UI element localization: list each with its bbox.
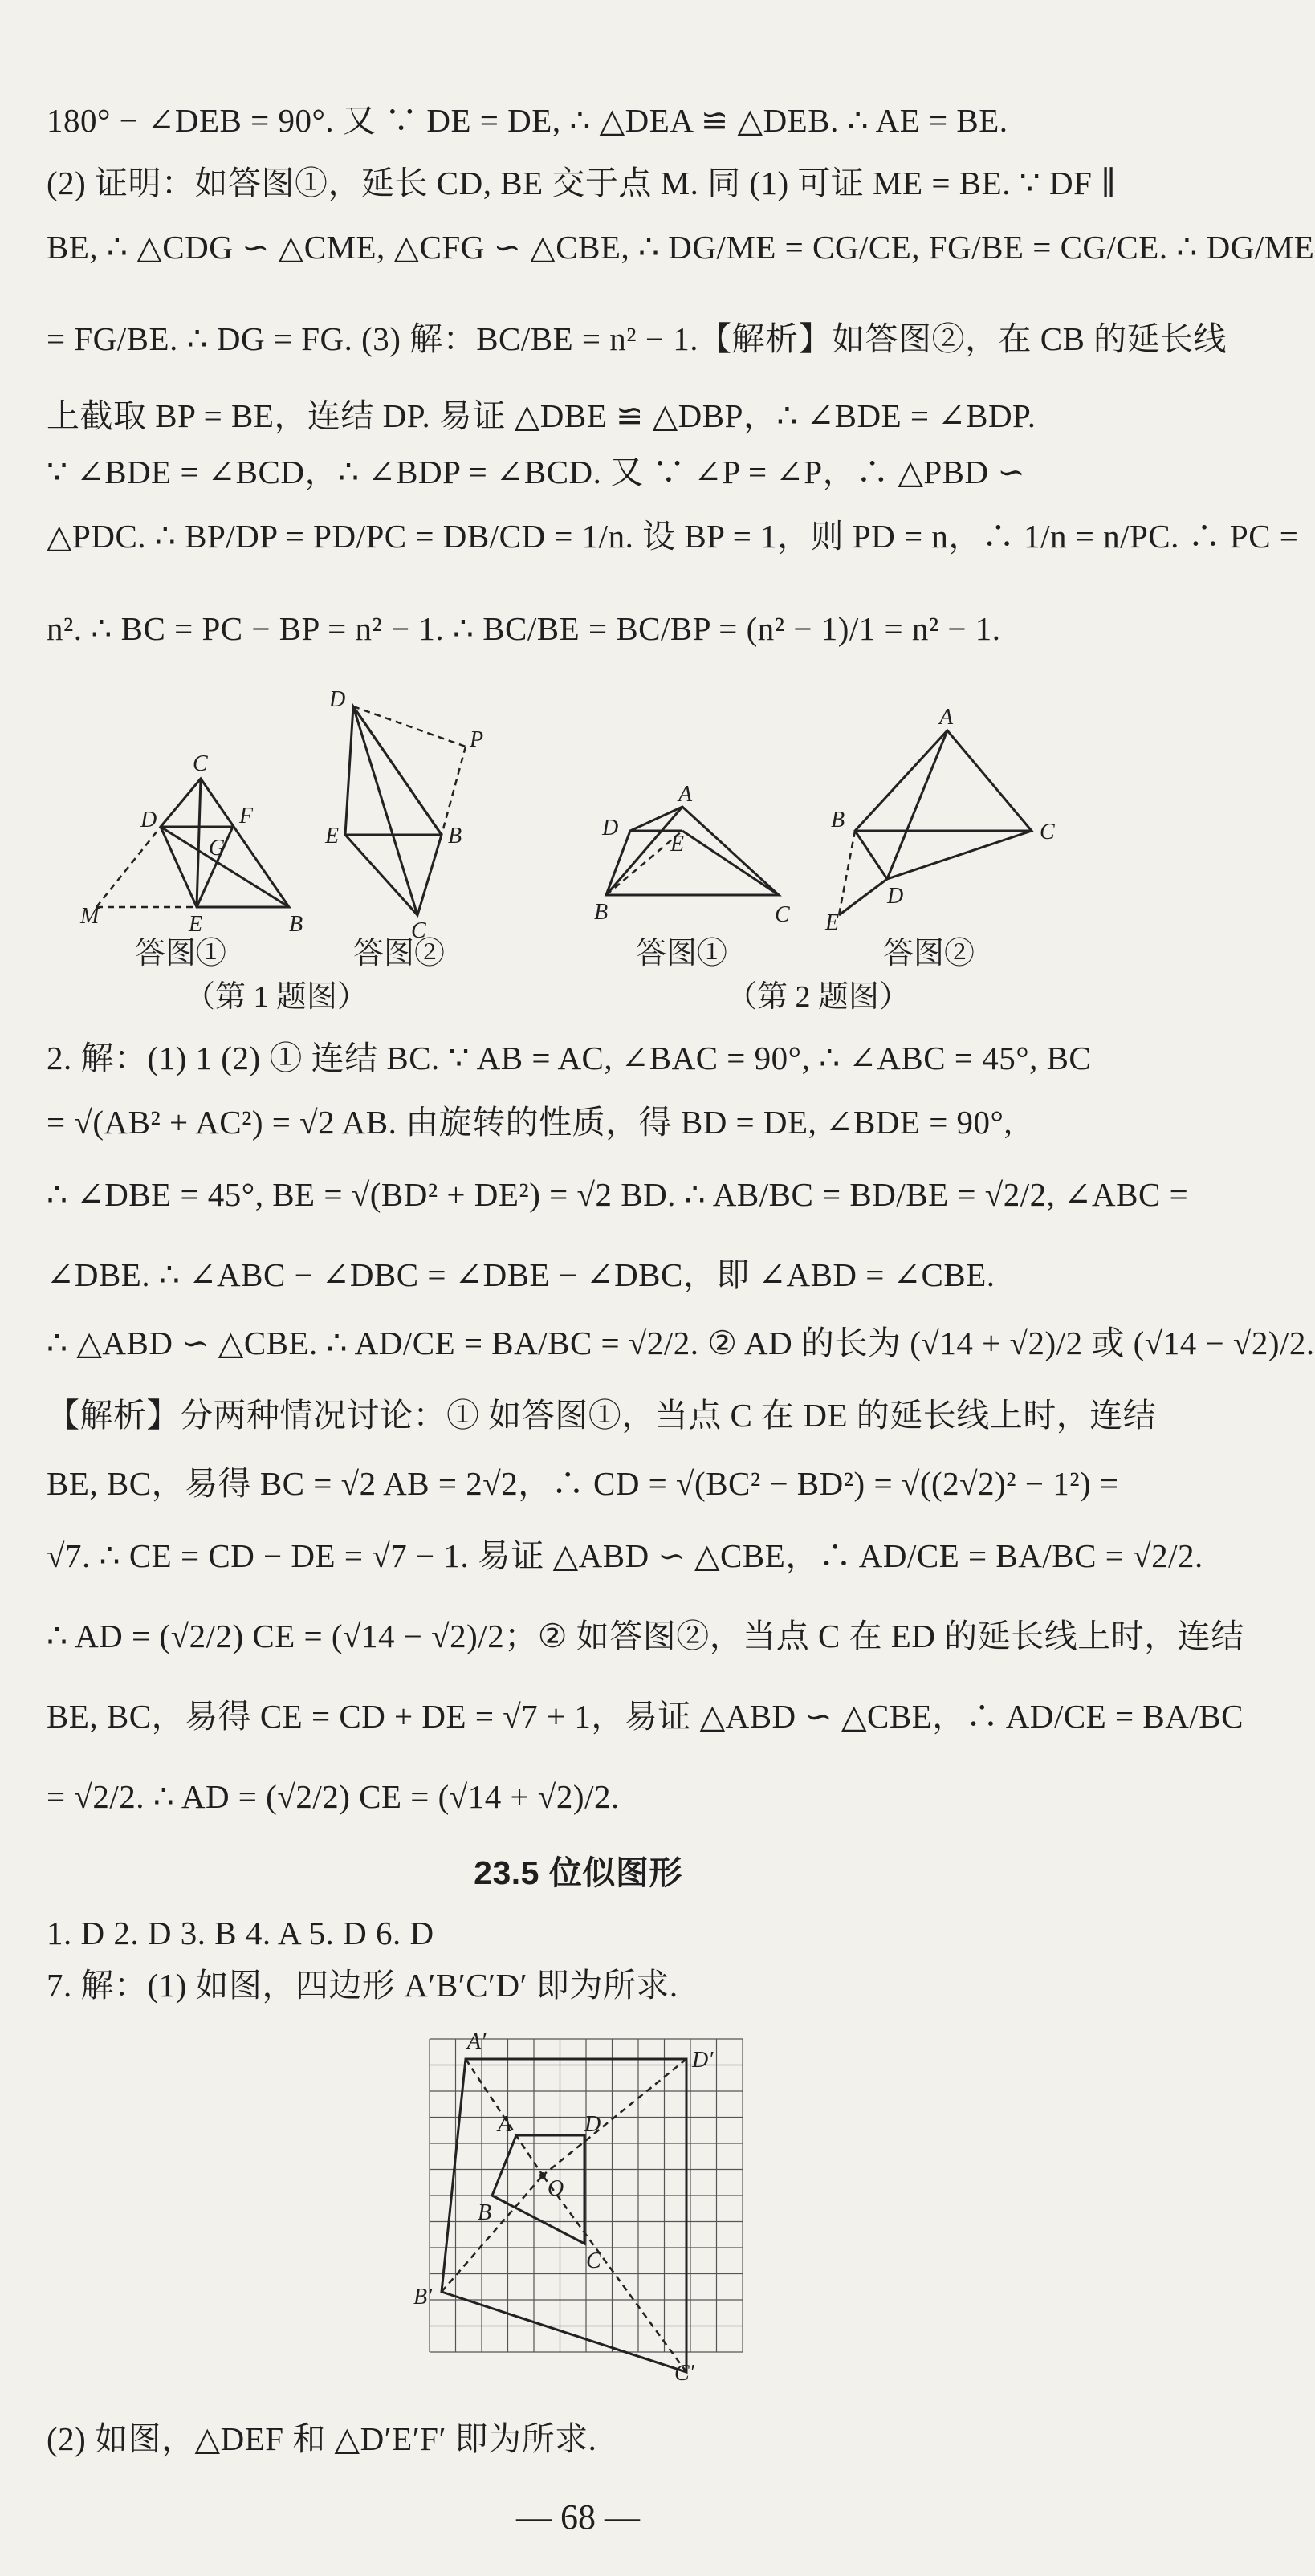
fig2a-label-B: B xyxy=(594,900,609,925)
homothety-grid-figure xyxy=(409,2023,755,2384)
caption-figure-2: （第 2 题图） xyxy=(727,980,910,1014)
figure-1-answer-1 xyxy=(64,706,321,937)
grid-label-D-prime: D′ xyxy=(692,2048,714,2073)
grid-label-A-prime: A′ xyxy=(467,2029,487,2054)
text-line-14: 【解析】分两种情况讨论：① 如答图①，当点 C 在 DE 的延长线上时，连结 xyxy=(47,1397,1157,1434)
fig2a-label-A: A xyxy=(678,782,693,807)
grid-label-A: A xyxy=(498,2112,512,2137)
fig1a-label-M: M xyxy=(80,904,100,929)
grid-label-C-prime: C′ xyxy=(674,2361,694,2386)
text-line-15: BE, BC，易得 BC = √2 AB = 2√2，∴ CD = √(BC² − BD²) = √((2√2)² − 1²) = xyxy=(47,1465,1119,1502)
fig2a-label-E: E xyxy=(670,832,685,857)
fig1b-label-B: B xyxy=(448,824,462,848)
multiple-choice-answers: 1. D 2. D 3. B 4. A 5. D 6. D xyxy=(47,1915,434,1951)
fig2b-label-E: E xyxy=(825,910,840,935)
text-line-18: BE, BC，易得 CE = CD + DE = √7 + 1，易证 △ABD ∽ △CBE，∴ AD/CE = BA/BC xyxy=(47,1698,1244,1735)
text-line-9: 2. 解：(1) 1 (2) ① 连结 BC. ∵ AB = AC, ∠BAC = 90°, ∴ ∠ABC = 45°, BC xyxy=(47,1040,1092,1076)
section-heading: 23.5 位似图形 xyxy=(474,1854,682,1891)
grid-label-B: B xyxy=(478,2200,492,2225)
grid-label-D: D xyxy=(584,2112,601,2137)
text-line-16: √7. ∴ CE = CD − DE = √7 − 1. 易证 △ABD ∽ △CBE，∴ AD/CE = BA/BC = √2/2. xyxy=(47,1537,1203,1574)
text-line-2: (2) 证明：如答图①，延长 CD, BE 交于点 M. 同 (1) 可证 ME = BE. ∵ DF ∥ xyxy=(47,165,1117,201)
caption-fig1-answer2: 答图② xyxy=(353,937,446,971)
text-line-last: (2) 如图，△DEF 和 △D′E′F′ 即为所求. xyxy=(47,2420,597,2457)
fig1a-label-C: C xyxy=(193,751,208,776)
grid-label-O: O xyxy=(548,2176,564,2201)
text-line-12: ∠DBE. ∴ ∠ABC − ∠DBC = ∠DBE − ∠DBC，即 ∠ABD = ∠CBE. xyxy=(47,1256,995,1293)
grid-label-B-prime: B′ xyxy=(413,2285,433,2309)
fig2b-label-C: C xyxy=(1040,820,1055,844)
text-line-7: △PDC. ∴ BP/DP = PD/PC = DB/CD = 1/n. 设 BP = 1，则 PD = n，∴ 1/n = n/PC. ∴ PC = xyxy=(47,518,1299,555)
text-line-1: 180° − ∠DEB = 90°. 又 ∵ DE = DE, ∴ △DEA ≌ △DEB. ∴ AE = BE. xyxy=(47,102,1008,139)
fig2b-label-A: A xyxy=(939,705,954,730)
fig2a-label-D: D xyxy=(602,816,619,840)
grid-label-C: C xyxy=(586,2248,601,2273)
text-line-3: BE, ∴ △CDG ∽ △CME, △CFG ∽ △CBE, ∴ DG/ME = CG/CE, FG/BE = CG/CE. ∴ DG/ME xyxy=(47,229,1315,266)
caption-fig2-answer1: 答图① xyxy=(636,937,728,971)
figure-2-answer-2 xyxy=(819,705,1076,935)
fig2b-label-B: B xyxy=(831,808,845,832)
caption-fig1-answer1: 答图① xyxy=(135,937,227,971)
page-number: — 68 — xyxy=(516,2497,640,2537)
fig1a-label-G: G xyxy=(209,836,226,861)
text-line-8: n². ∴ BC = PC − BP = n² − 1. ∴ BC/BE = BC/BP = (n² − 1)/1 = n² − 1. xyxy=(47,610,1001,647)
fig1a-label-E: E xyxy=(189,912,203,937)
text-line-q7: 7. 解：(1) 如图，四边形 A′B′C′D′ 即为所求. xyxy=(47,1967,678,2004)
fig1a-label-F: F xyxy=(239,804,254,828)
text-line-17: ∴ AD = (√2/2) CE = (√14 − √2)/2；② 如答图②，当点 C 在 ED 的延长线上时，连结 xyxy=(47,1618,1244,1654)
fig1b-label-D: D xyxy=(329,687,346,712)
text-line-6: ∵ ∠BDE = ∠BCD，∴ ∠BDP = ∠BCD. 又 ∵ ∠P = ∠P，∴ △PBD ∽ xyxy=(47,454,1026,490)
figure-1-answer-2 xyxy=(321,682,506,943)
caption-fig2-answer2: 答图② xyxy=(883,937,975,971)
figure-2-answer-1 xyxy=(582,771,815,931)
text-line-19: = √2/2. ∴ AD = (√2/2) CE = (√14 + √2)/2. xyxy=(47,1778,620,1815)
text-line-10: = √(AB² + AC²) = √2 AB. 由旋转的性质，得 BD = DE, ∠BDE = 90°, xyxy=(47,1104,1013,1141)
text-line-11: ∴ ∠DBE = 45°, BE = √(BD² + DE²) = √2 BD. ∴ AB/BC = BD/BE = √2/2, ∠ABC = xyxy=(47,1176,1189,1213)
fig2b-label-D: D xyxy=(887,884,904,909)
text-line-5: 上截取 BP = BE，连结 DP. 易证 △DBE ≌ △DBP，∴ ∠BDE = ∠BDP. xyxy=(47,397,1036,434)
fig2a-label-C: C xyxy=(775,902,790,927)
caption-figure-1: （第 1 题图） xyxy=(185,980,368,1014)
fig1a-label-B: B xyxy=(289,912,303,937)
text-line-13: ∴ △ABD ∽ △CBE. ∴ AD/CE = BA/BC = √2/2. ② AD 的长为 (√14 + √2)/2 或 (√14 − √2)/2. xyxy=(47,1325,1315,1361)
text-line-4: = FG/BE. ∴ DG = FG. (3) 解：BC/BE = n² − 1.【解析】如答图②，在 CB 的延长线 xyxy=(47,320,1227,357)
fig1b-label-C: C xyxy=(411,918,426,943)
fig1b-label-E: E xyxy=(325,824,340,848)
fig1b-label-P: P xyxy=(470,727,484,752)
fig1a-label-D: D xyxy=(140,808,157,832)
